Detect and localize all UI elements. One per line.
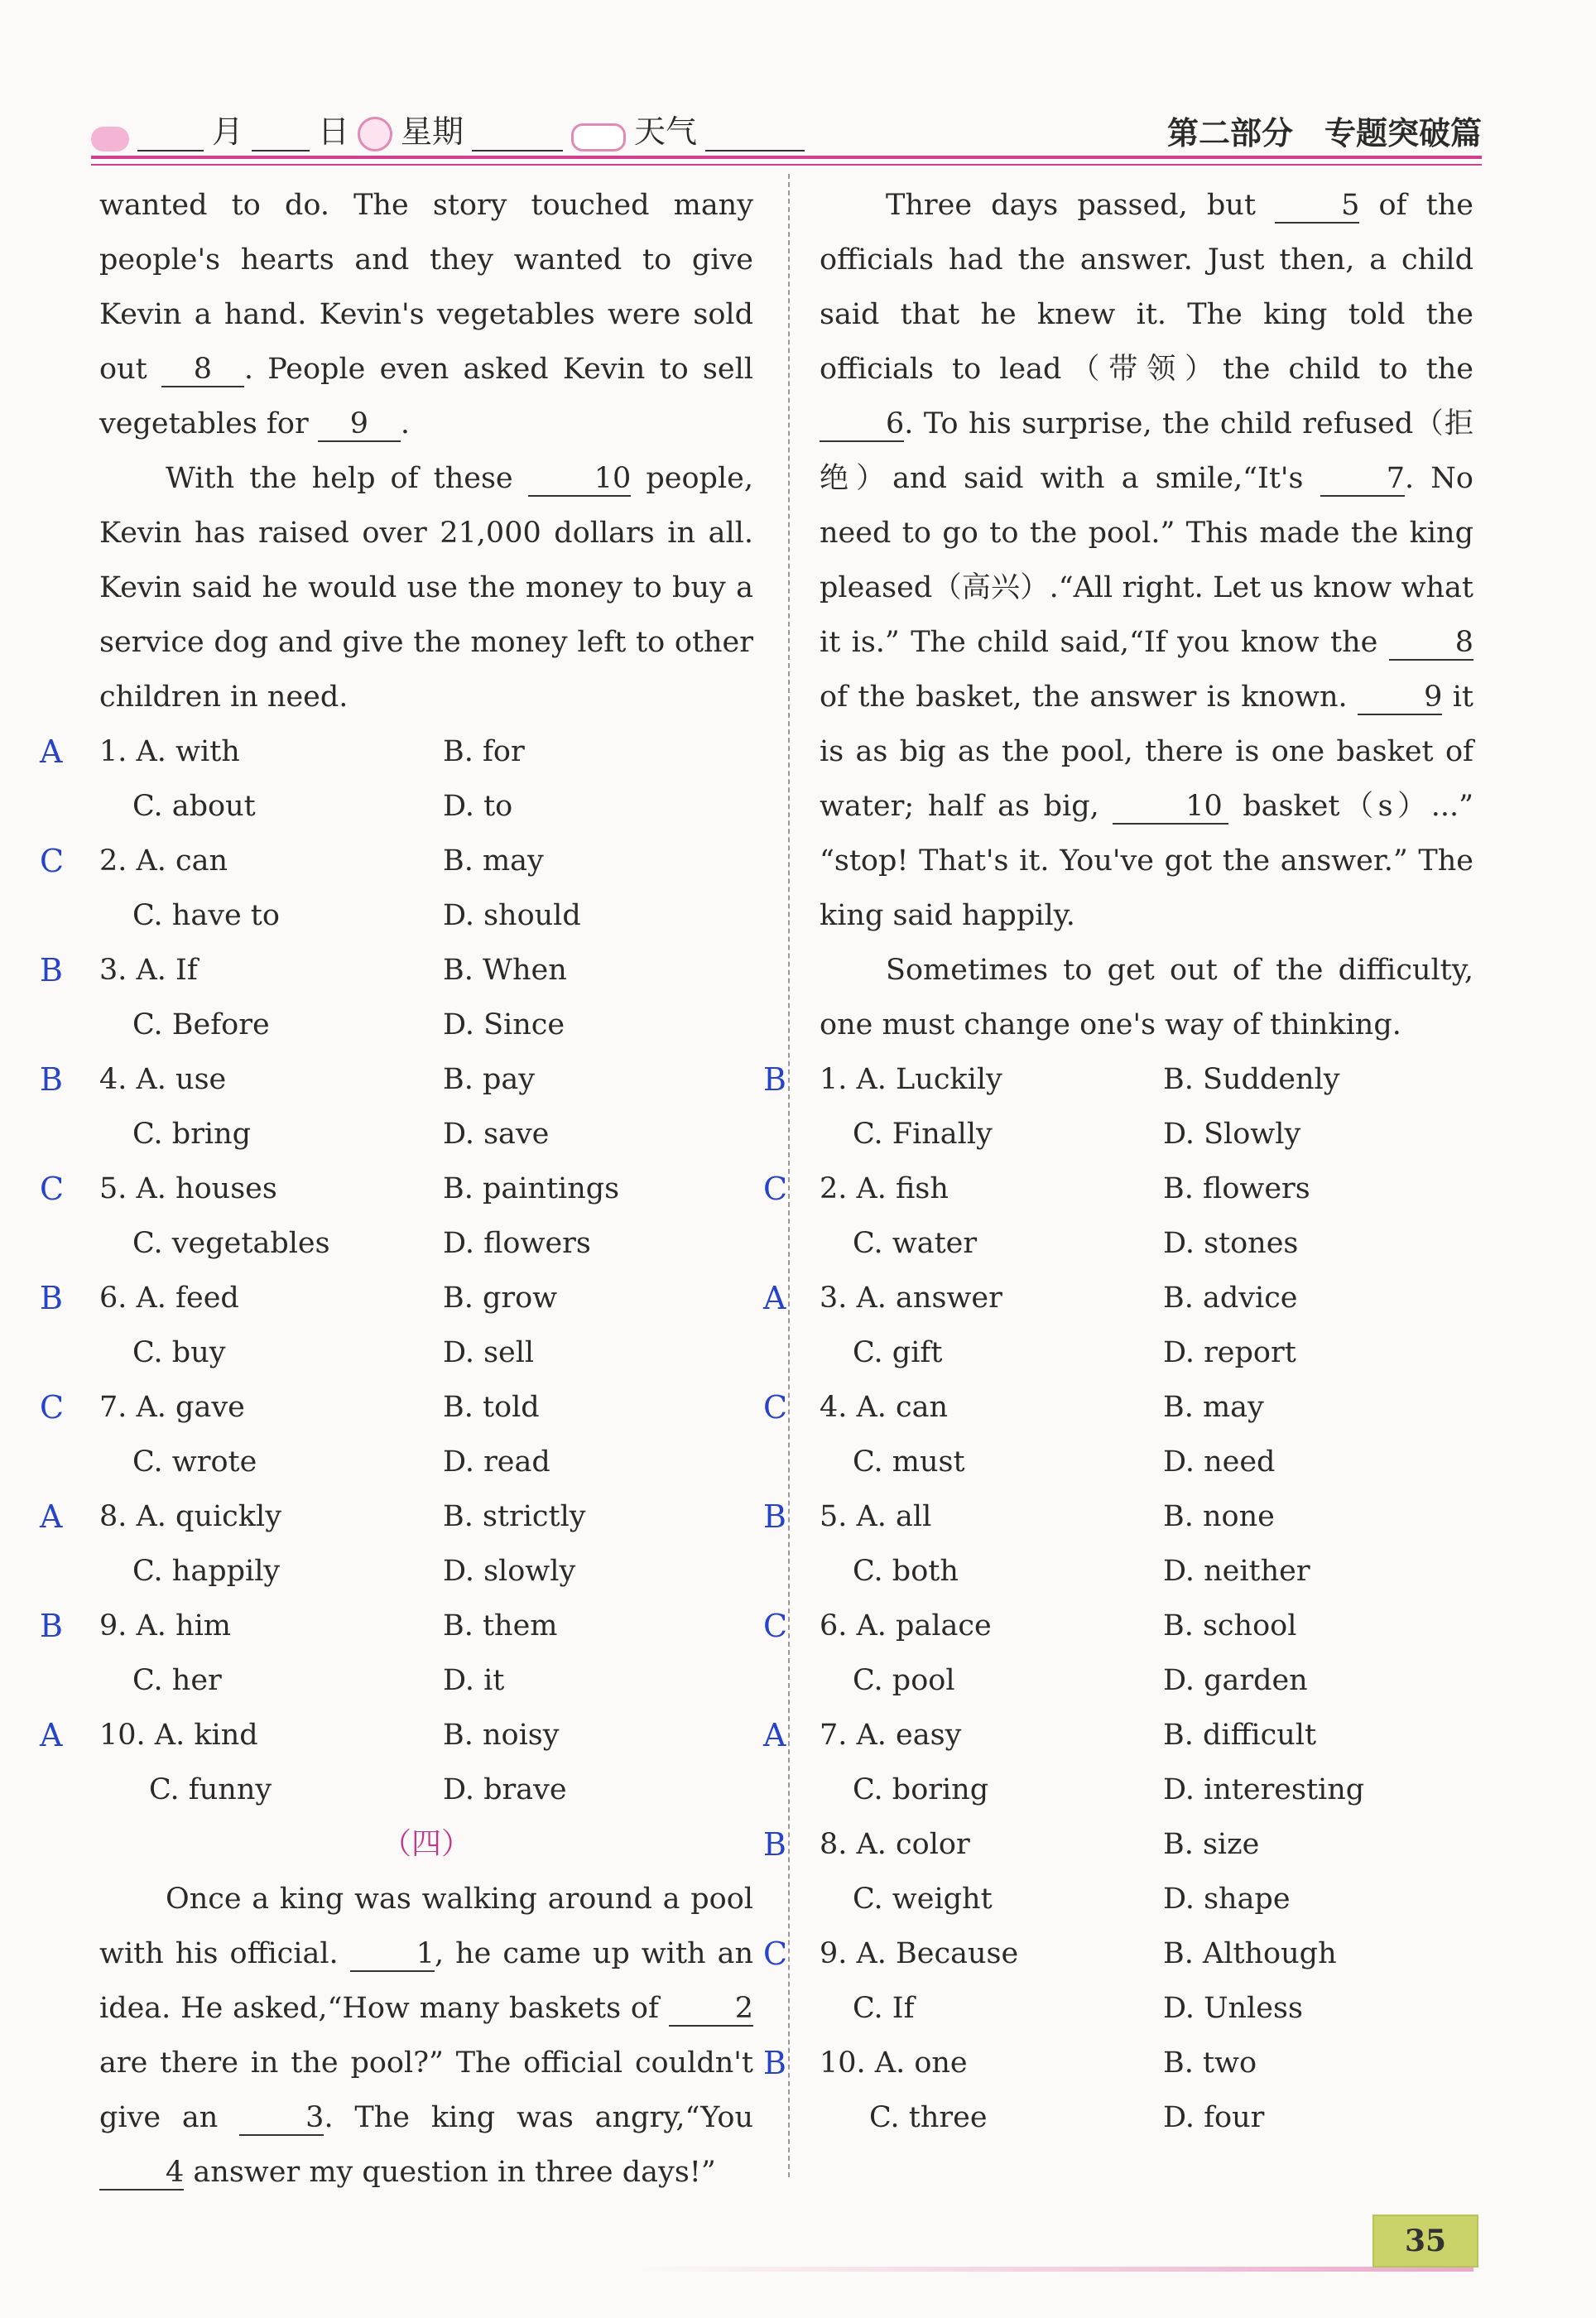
footer-rule bbox=[629, 2267, 1473, 2272]
option-d[interactable]: D. should bbox=[443, 899, 581, 932]
option-row bbox=[99, 888, 753, 943]
option-b[interactable]: B. told bbox=[443, 1391, 540, 1424]
option-b[interactable]: B. When bbox=[443, 954, 567, 987]
option-row bbox=[763, 1052, 1473, 1107]
option-b[interactable]: B. Although bbox=[1163, 1937, 1337, 1970]
option-c[interactable]: C. bring bbox=[132, 1118, 252, 1151]
option-a[interactable]: 3. A. If bbox=[99, 954, 198, 987]
option-d[interactable]: D. Unless bbox=[1163, 1992, 1303, 2025]
option-row bbox=[820, 1435, 1473, 1489]
blank-4[interactable]: 4 bbox=[99, 2156, 184, 2191]
option-row bbox=[820, 1981, 1473, 2036]
blank-2[interactable]: 2 bbox=[669, 1992, 753, 2027]
answer-mark: B bbox=[763, 1498, 786, 1535]
option-row bbox=[99, 1435, 753, 1489]
option-row bbox=[40, 1052, 753, 1107]
answer-mark: C bbox=[763, 1936, 788, 1972]
option-b[interactable]: B. Suddenly bbox=[1163, 1063, 1340, 1096]
option-c[interactable]: C. vegetables bbox=[132, 1227, 330, 1260]
blank-8[interactable]: 8 bbox=[161, 353, 244, 387]
option-a[interactable]: 8. A. color bbox=[820, 1828, 970, 1861]
answer-mark: A bbox=[40, 733, 63, 770]
story-closing: Sometimes to get out of the difficulty, one must change one's way of thinking. bbox=[820, 954, 1473, 1041]
king-story-start: Once a king was walking around a pool with his official. 1, he came up with an idea. He asked,“How many baskets of 2 are there in the pool?” The official couldn't give an 3. The king was angry,“You 4 answer my question in three days!” bbox=[99, 1883, 753, 2189]
option-c[interactable]: C. about bbox=[132, 790, 256, 823]
option-row bbox=[763, 1599, 1473, 1653]
option-row bbox=[99, 998, 753, 1052]
option-row bbox=[763, 2036, 1473, 2090]
option-d[interactable]: D. report bbox=[1163, 1336, 1296, 1369]
answer-mark: B bbox=[40, 1061, 63, 1098]
option-row bbox=[40, 1708, 753, 1763]
option-row bbox=[99, 1763, 753, 1817]
option-row bbox=[40, 1599, 753, 1653]
option-row bbox=[763, 1489, 1473, 1544]
option-d[interactable]: D. read bbox=[443, 1445, 550, 1479]
option-a[interactable]: 7. A. easy bbox=[820, 1719, 962, 1752]
option-a[interactable]: 9. A. him bbox=[99, 1609, 231, 1642]
weather-blank[interactable] bbox=[705, 122, 805, 151]
blank-9[interactable]: 9 bbox=[1358, 680, 1442, 715]
option-b[interactable]: B. pay bbox=[443, 1063, 536, 1096]
answer-mark: B bbox=[763, 1061, 786, 1098]
option-d[interactable]: D. interesting bbox=[1163, 1773, 1365, 1806]
blank-9[interactable]: 9 bbox=[318, 407, 401, 442]
clock-icon bbox=[358, 117, 392, 151]
option-d[interactable]: D. four bbox=[1163, 2101, 1265, 2134]
option-d[interactable]: D. Since bbox=[443, 1008, 565, 1041]
option-row bbox=[99, 1653, 753, 1708]
left-column bbox=[40, 178, 753, 2200]
month-label: 月 bbox=[212, 113, 244, 150]
option-row bbox=[820, 1653, 1473, 1708]
option-row bbox=[99, 1107, 753, 1161]
option-c[interactable]: C. must bbox=[853, 1445, 965, 1479]
day-blank[interactable] bbox=[252, 122, 310, 151]
option-row bbox=[40, 1161, 753, 1216]
answer-mark: C bbox=[763, 1171, 788, 1207]
option-b[interactable]: B. size bbox=[1163, 1828, 1260, 1861]
option-d[interactable]: D. Slowly bbox=[1163, 1118, 1301, 1151]
calendar-icon bbox=[91, 127, 129, 151]
option-b[interactable]: B. advice bbox=[1163, 1282, 1298, 1315]
blank-7[interactable]: 7 bbox=[1320, 462, 1405, 497]
option-a[interactable]: 1. A. with bbox=[99, 735, 240, 768]
option-b[interactable]: B. two bbox=[1163, 2046, 1257, 2080]
option-c[interactable]: C. water bbox=[853, 1227, 978, 1260]
blank-3[interactable]: 3 bbox=[239, 2101, 324, 2136]
option-b[interactable]: B. noisy bbox=[443, 1719, 560, 1752]
option-d[interactable]: D. shape bbox=[1163, 1883, 1291, 1916]
blank-5[interactable]: 5 bbox=[1275, 189, 1359, 224]
option-row bbox=[40, 724, 753, 779]
option-a[interactable]: 5. A. houses bbox=[99, 1172, 277, 1205]
answer-mark: B bbox=[40, 1608, 63, 1644]
option-a[interactable]: 8. A. quickly bbox=[99, 1500, 281, 1533]
month-blank[interactable] bbox=[137, 122, 204, 151]
option-a[interactable]: 6. A. palace bbox=[820, 1609, 992, 1642]
option-row bbox=[99, 779, 753, 834]
option-row bbox=[40, 1489, 753, 1544]
answer-mark: B bbox=[40, 952, 63, 988]
option-d[interactable]: D. garden bbox=[1163, 1664, 1308, 1697]
option-c[interactable]: C. three bbox=[869, 2101, 988, 2134]
weekday-blank[interactable] bbox=[472, 122, 563, 151]
answer-mark: B bbox=[40, 1280, 63, 1316]
answer-mark: C bbox=[40, 1389, 65, 1426]
passage-continuation: wanted to do. The story touched many people's hearts and they wanted to give Kevin a hand. Kevin's vegetables were sold out 8 . People even asked Kevin to sell vegetables for 9 . bbox=[99, 189, 753, 440]
option-c[interactable]: C. have to bbox=[132, 899, 280, 932]
option-row bbox=[763, 1817, 1473, 1872]
date-fields bbox=[91, 106, 805, 151]
option-d[interactable]: D. stones bbox=[1163, 1227, 1299, 1260]
option-d[interactable]: D. slowly bbox=[443, 1555, 576, 1588]
option-c[interactable]: C. boring bbox=[853, 1773, 989, 1806]
section-four-title: （四） bbox=[381, 1827, 471, 1861]
blank-1[interactable]: 1 bbox=[350, 1937, 435, 1972]
option-b[interactable]: B. may bbox=[443, 844, 544, 878]
option-b[interactable]: B. flowers bbox=[1163, 1172, 1310, 1205]
blank-10[interactable]: 10 bbox=[1113, 790, 1228, 825]
answer-mark: A bbox=[763, 1717, 786, 1753]
option-row bbox=[820, 2090, 1473, 2145]
option-d[interactable]: D. save bbox=[443, 1118, 550, 1151]
weekday-label: 星期 bbox=[401, 113, 464, 150]
option-b[interactable]: B. them bbox=[443, 1609, 558, 1642]
option-row bbox=[820, 1872, 1473, 1926]
option-row bbox=[40, 1380, 753, 1435]
option-c[interactable]: C. buy bbox=[132, 1336, 226, 1369]
option-c[interactable]: C. weight bbox=[853, 1883, 993, 1916]
option-b[interactable]: B. for bbox=[443, 735, 525, 768]
blank-10[interactable]: 10 bbox=[528, 462, 632, 497]
option-c[interactable]: C. wrote bbox=[132, 1445, 257, 1479]
option-a[interactable]: 4. A. can bbox=[820, 1391, 949, 1424]
answer-mark: B bbox=[763, 2045, 786, 2081]
option-c[interactable]: C. gift bbox=[853, 1336, 943, 1369]
option-row bbox=[40, 834, 753, 888]
option-row bbox=[820, 1325, 1473, 1380]
answer-mark: C bbox=[763, 1608, 788, 1644]
option-row bbox=[40, 943, 753, 998]
option-row bbox=[820, 1544, 1473, 1599]
option-row bbox=[763, 1708, 1473, 1763]
option-b[interactable]: B. paintings bbox=[443, 1172, 620, 1205]
option-a[interactable]: 5. A. all bbox=[820, 1500, 932, 1533]
column-divider bbox=[788, 174, 790, 2177]
option-a[interactable]: 9. A. Because bbox=[820, 1937, 1019, 1970]
option-c[interactable]: C. Before bbox=[132, 1008, 270, 1041]
option-row bbox=[820, 1763, 1473, 1817]
option-row bbox=[820, 1216, 1473, 1271]
option-c[interactable]: C. funny bbox=[149, 1773, 272, 1806]
king-story-continued: Three days passed, but 5 of the officials had the answer. Just then, a child said that he knew it. The king told the officials to lead（带领）the child to the 6. To his surprise, the child refused（拒绝）and said with a smile,“It's 7. No need to go to the pool.” This made the king pleased（高兴）.“All right. Let us know what it is.” The child said,“If you know the 8 of the basket, the answer is known. 9 it is as big as the pool, there is one basket of water; half as big, 10 basket（s）...” “stop! That's it. You've got the answer.” The king said happily. bbox=[820, 189, 1473, 932]
option-c[interactable]: C. both bbox=[853, 1555, 959, 1588]
option-row bbox=[99, 1544, 753, 1599]
option-row bbox=[763, 1161, 1473, 1216]
option-c[interactable]: C. If bbox=[853, 1992, 915, 2025]
option-d[interactable]: D. brave bbox=[443, 1773, 567, 1806]
right-column bbox=[763, 178, 1473, 2145]
option-d[interactable]: D. flowers bbox=[443, 1227, 591, 1260]
option-row bbox=[763, 1380, 1473, 1435]
answer-mark: A bbox=[40, 1498, 63, 1535]
option-d[interactable]: D. neither bbox=[1163, 1555, 1310, 1588]
section-title: 第二部分 专题突破篇 bbox=[1166, 115, 1482, 151]
option-a[interactable]: 1. A. Luckily bbox=[820, 1063, 1002, 1096]
option-row bbox=[40, 1271, 753, 1325]
option-row bbox=[99, 1216, 753, 1271]
option-a[interactable]: 6. A. feed bbox=[99, 1282, 239, 1315]
option-a[interactable]: 7. A. gave bbox=[99, 1391, 245, 1424]
answer-mark: B bbox=[763, 1826, 786, 1863]
left-options bbox=[40, 724, 753, 1817]
option-b[interactable]: B. grow bbox=[443, 1282, 558, 1315]
option-b[interactable]: B. difficult bbox=[1163, 1719, 1317, 1752]
option-row bbox=[99, 1325, 753, 1380]
option-row bbox=[763, 1271, 1473, 1325]
option-a[interactable]: 10. A. one bbox=[820, 2046, 968, 2080]
option-b[interactable]: B. may bbox=[1163, 1391, 1264, 1424]
option-c[interactable]: C. Finally bbox=[853, 1118, 993, 1151]
option-d[interactable]: D. sell bbox=[443, 1336, 535, 1369]
option-a[interactable]: 10. A. kind bbox=[99, 1719, 258, 1752]
page-number: 35 bbox=[1372, 2215, 1478, 2268]
option-b[interactable]: B. strictly bbox=[443, 1500, 586, 1533]
answer-mark: C bbox=[763, 1389, 788, 1426]
answer-mark: C bbox=[40, 1171, 65, 1207]
answer-mark: A bbox=[763, 1280, 786, 1316]
cloud-icon bbox=[571, 123, 626, 151]
option-d[interactable]: D. it bbox=[443, 1664, 505, 1697]
option-d[interactable]: D. need bbox=[1163, 1445, 1276, 1479]
blank-6[interactable]: 6 bbox=[820, 407, 904, 442]
blank-8[interactable]: 8 bbox=[1389, 626, 1473, 661]
option-b[interactable]: B. none bbox=[1163, 1500, 1275, 1533]
option-a[interactable]: 2. A. can bbox=[99, 844, 228, 878]
header-rule bbox=[91, 156, 1482, 159]
option-row bbox=[763, 1926, 1473, 1981]
option-d[interactable]: D. to bbox=[443, 790, 513, 823]
option-row bbox=[820, 1107, 1473, 1161]
answer-mark: C bbox=[40, 843, 65, 879]
header-rule-thin bbox=[91, 164, 1482, 166]
answer-mark: A bbox=[40, 1717, 63, 1753]
day-label: 日 bbox=[318, 113, 350, 150]
passage-paragraph-2: With the help of these 10 people, Kevin has raised over 21,000 dollars in all. Kevin said he would use the money to buy a service dog and give the money left to other children in need. bbox=[99, 462, 753, 714]
option-c[interactable]: C. her bbox=[132, 1664, 222, 1697]
option-a[interactable]: 2. A. fish bbox=[820, 1172, 949, 1205]
option-a[interactable]: 3. A. answer bbox=[820, 1282, 1002, 1315]
option-a[interactable]: 4. A. use bbox=[99, 1063, 227, 1096]
option-c[interactable]: C. pool bbox=[853, 1664, 955, 1697]
option-c[interactable]: C. happily bbox=[132, 1555, 281, 1588]
weather-label: 天气 bbox=[634, 113, 698, 150]
option-b[interactable]: B. school bbox=[1163, 1609, 1297, 1642]
right-options bbox=[763, 1052, 1473, 2145]
